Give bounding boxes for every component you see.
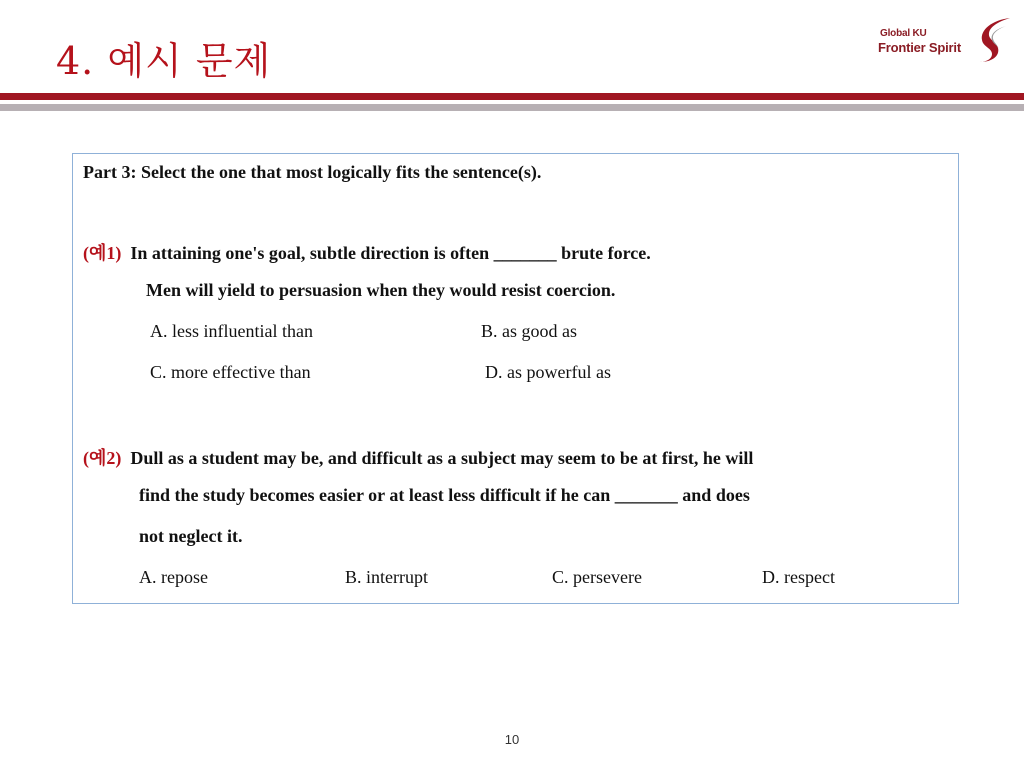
page-number: 10 xyxy=(504,732,520,747)
example-2 xyxy=(83,444,753,470)
header-red-band xyxy=(0,93,1024,100)
logo-main-text: Frontier Spirit xyxy=(878,40,961,55)
example-2-line1: Dull as a student may be, and difficult as a subject may seem to be at first, he will xyxy=(130,448,754,468)
slide-title: 4. 예시 문제 xyxy=(56,39,272,83)
logo xyxy=(878,14,1018,64)
example-2-option-c: C. persevere xyxy=(552,567,642,587)
example-1-option-c: C. more effective than xyxy=(150,362,311,382)
example-1-line1: In attaining one's goal, subtle direction is often _______ brute force. xyxy=(130,243,651,263)
example-2-option-b: B. interrupt xyxy=(345,567,428,587)
example-1-option-b: B. as good as xyxy=(481,321,577,341)
example-2-tag: (예2) xyxy=(83,448,122,468)
example-1-line2: Men will yield to persuasion when they would resist coercion. xyxy=(146,280,616,300)
example-1-option-a: A. less influential than xyxy=(150,321,313,341)
logo-top-text: Global KU xyxy=(880,28,927,39)
example-1-option-d: D. as powerful as xyxy=(485,362,611,382)
example-1 xyxy=(83,239,651,265)
example-2-option-a: A. repose xyxy=(139,567,208,587)
example-2-line3: not neglect it. xyxy=(139,526,243,546)
example-2-option-d: D. respect xyxy=(762,567,835,587)
example-2-line2: find the study becomes easier or at least less difficult if he can _______ and does xyxy=(139,485,750,505)
swoosh-icon xyxy=(962,14,1014,64)
instruction-text: Part 3: Select the one that most logically fits the sentence(s). xyxy=(83,162,542,182)
header-gray-band xyxy=(0,104,1024,111)
example-1-tag: (예1) xyxy=(83,243,122,263)
question-box xyxy=(72,153,959,604)
